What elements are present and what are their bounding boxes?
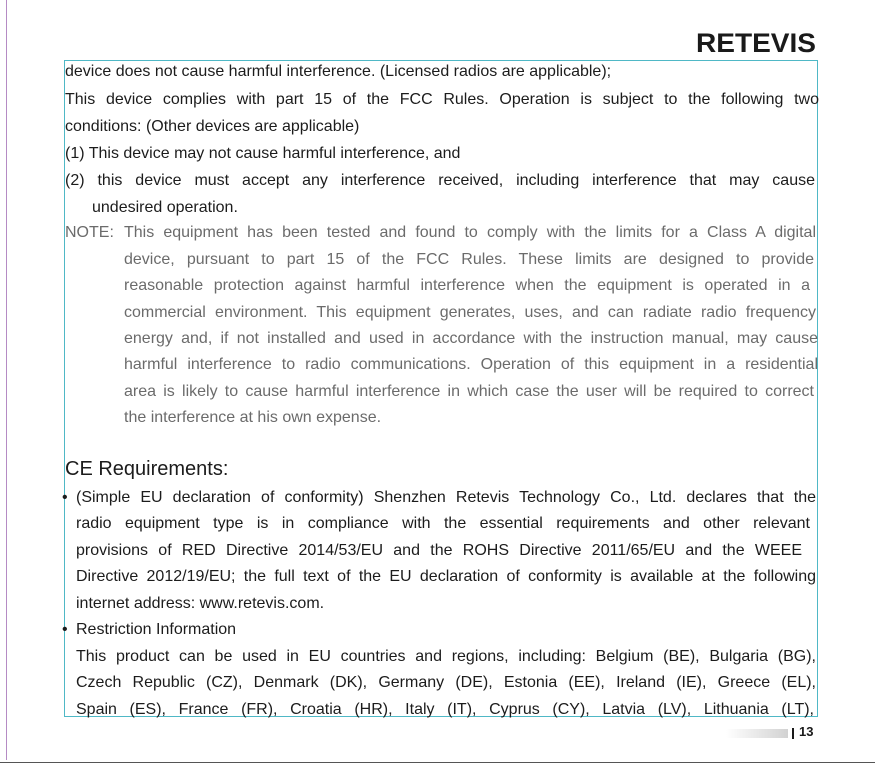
note-line-5: energy and, if not installed and used in accordance with the instruction manual, may cause [124,330,818,347]
ce-bullet-1-line-1: (Simple EU declaration of conformity) Shenzhen Retevis Technology Co., Ltd. declares that the [76,489,816,506]
ce-bullet-1-line-5: internet address: www.retevis.com. [76,595,325,612]
footer-divider [792,728,794,739]
note-line-1: This equipment has been tested and found to comply with the limits for a Class A digital [124,224,816,241]
left-margin-rule [6,0,7,760]
note-line-8: the interference at his own expense. [124,409,382,426]
page-footer [726,726,818,740]
content-frame [64,60,818,717]
ce-bullet-1-line-3: provisions of RED Directive 2014/53/EU and the ROHS Directive 2011/65/EU and the WEEE [76,542,802,559]
bullet-1: • [62,489,68,506]
restriction-line-3: Spain (ES), France (FR), Croatia (HR), Italy (IT), Cyprus (CY), Latvia (LV), Lithuania (LT), [76,701,814,718]
note-line-6: harmful interference to radio communications. Operation of this equipment in a residential [124,356,818,373]
note-label: NOTE: [65,224,114,241]
bullet-2: • [62,621,68,638]
fcc-line-1: device does not cause harmful interference. (Licensed radios are applicable); [65,63,612,80]
fcc-line-3: conditions: (Other devices are applicable) [65,118,360,135]
note-line-2: device, pursuant to part 15 of the FCC Rules. These limits are designed to provide [124,251,814,268]
restriction-line-2: Czech Republic (CZ), Denmark (DK), Germany (DE), Estonia (EE), Ireland (IE), Greece (EL), [76,674,816,691]
ce-bullet-1-line-2: radio equipment type is in compliance with the essential requirements and other relevant [76,515,810,532]
ce-bullet-1-line-4: Directive 2012/19/EU; the full text of the EU declaration of conformity is available at the following [76,568,816,585]
fcc-condition-2-cont: undesired operation. [92,199,238,216]
fcc-condition-2: (2) this device must accept any interference received, including interference that may cause [65,172,815,189]
footer-gradient-bar [726,729,788,738]
ce-heading: CE Requirements: [65,458,229,480]
restriction-line-1: This product can be used in EU countries and regions, including: Belgium (BE), Bulgaria (BG), [76,648,816,665]
note-line-7: area is likely to cause harmful interference in which case the user will be required to correct [124,383,814,400]
retevis-logo [696,28,816,56]
logo-text: RETEVIS [696,28,816,58]
fcc-line-2: This device complies with part 15 of the FCC Rules. Operation is subject to the following two [65,91,819,108]
page-number: 13 [799,724,814,739]
fcc-condition-1: (1) This device may not cause harmful interference, and [65,145,461,162]
restriction-title: Restriction Information [76,621,237,638]
note-line-3: reasonable protection against harmful interference when the equipment is operated in a [124,277,810,294]
bottom-rule [0,762,875,763]
note-line-4: commercial environment. This equipment generates, uses, and can radiate radio frequency [124,304,816,321]
